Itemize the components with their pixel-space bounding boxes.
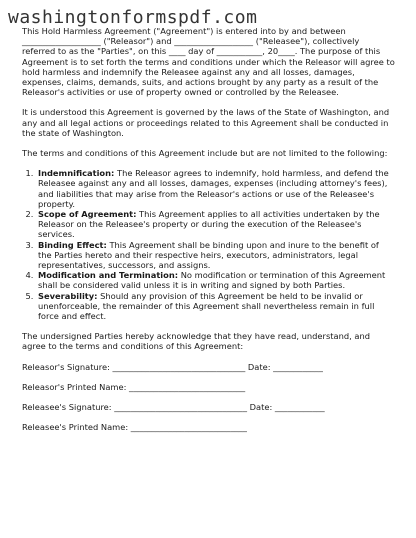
releasee-printed-name-line[interactable]: Releasee's Printed Name: ____________________________ xyxy=(22,422,247,433)
term-text: No modification or termination of this Agreement shall be considered valid unless it is in writing and signed by both Parties. xyxy=(38,270,386,291)
term-item xyxy=(36,240,395,271)
term-item xyxy=(36,209,395,240)
term-title: Modification and Termination: xyxy=(38,270,179,281)
term-title: Binding Effect: xyxy=(38,239,107,250)
terms-list xyxy=(22,168,395,321)
term-title: Severability: xyxy=(38,290,98,301)
terms-intro: The terms and conditions of this Agreement include but are not limited to the following: xyxy=(22,148,388,159)
term-title: Indemnification: xyxy=(38,168,115,179)
term-text: Should any provision of this Agreement be held to be invalid or unenforceable, the remainder of this Agreement shall nevertheless remain in full force and effect. xyxy=(38,290,375,322)
acknowledgment-paragraph: The undersigned Parties hereby acknowledge that they have read, understand, and agree to the terms and conditions of this Agreement: xyxy=(22,331,371,352)
agreement-document xyxy=(22,26,395,443)
term-item xyxy=(36,291,395,322)
term-text: This Agreement applies to all activities undertaken by the Releasor on the Releasee's property or during the execution of the Releasee's services. xyxy=(38,209,380,240)
term-item xyxy=(36,270,395,290)
term-title: Scope of Agreement: xyxy=(38,209,137,220)
releasee-signature-line[interactable]: Releasee's Signature: ________________________________ Date: ____________ xyxy=(22,402,325,413)
intro-paragraph: This Hold Harmless Agreement ("Agreement") is entered into by and between ___________________ ("Releasor") and ___________________ ("Releasee"), collectively referred to as the "Parties", on this ____ day of ___________, 20____. The purpose of this Agreement is to set forth the terms and conditions under which the Releasor will agree to hold harmless and indemnify the Releasee against any and all losses, damages, expenses, claims, demands, suits, and actions brought by any party as a result of the Releasor's activities or use of property owned or controlled by the Releasee. xyxy=(22,26,395,98)
releasor-printed-name-line[interactable]: Releasor's Printed Name: ____________________________ xyxy=(22,381,246,392)
term-text: This Agreement shall be binding upon and inure to the benefit of the Parties hereto and their respective heirs, executors, administrators, legal representatives, successors, and assigns. xyxy=(38,239,379,271)
term-item xyxy=(36,168,395,209)
term-text: The Releasor agrees to indemnify, hold harmless, and defend the Releasee against any and all losses, damages, expenses (including attorney's fees), and liabilities that may arise from the Releasor's actions or use of the Releasee's property. xyxy=(38,168,389,209)
governing-law-paragraph: It is understood this Agreement is governed by the laws of the State of Washington, and any and all legal actions or proceedings related to this Agreement shall be conducted in the state of Washington. xyxy=(22,107,390,138)
watermark-text: washingtonformspdf.com xyxy=(8,7,258,28)
releasor-signature-line[interactable]: Releasor's Signature: ________________________________ Date: ____________ xyxy=(22,361,323,372)
